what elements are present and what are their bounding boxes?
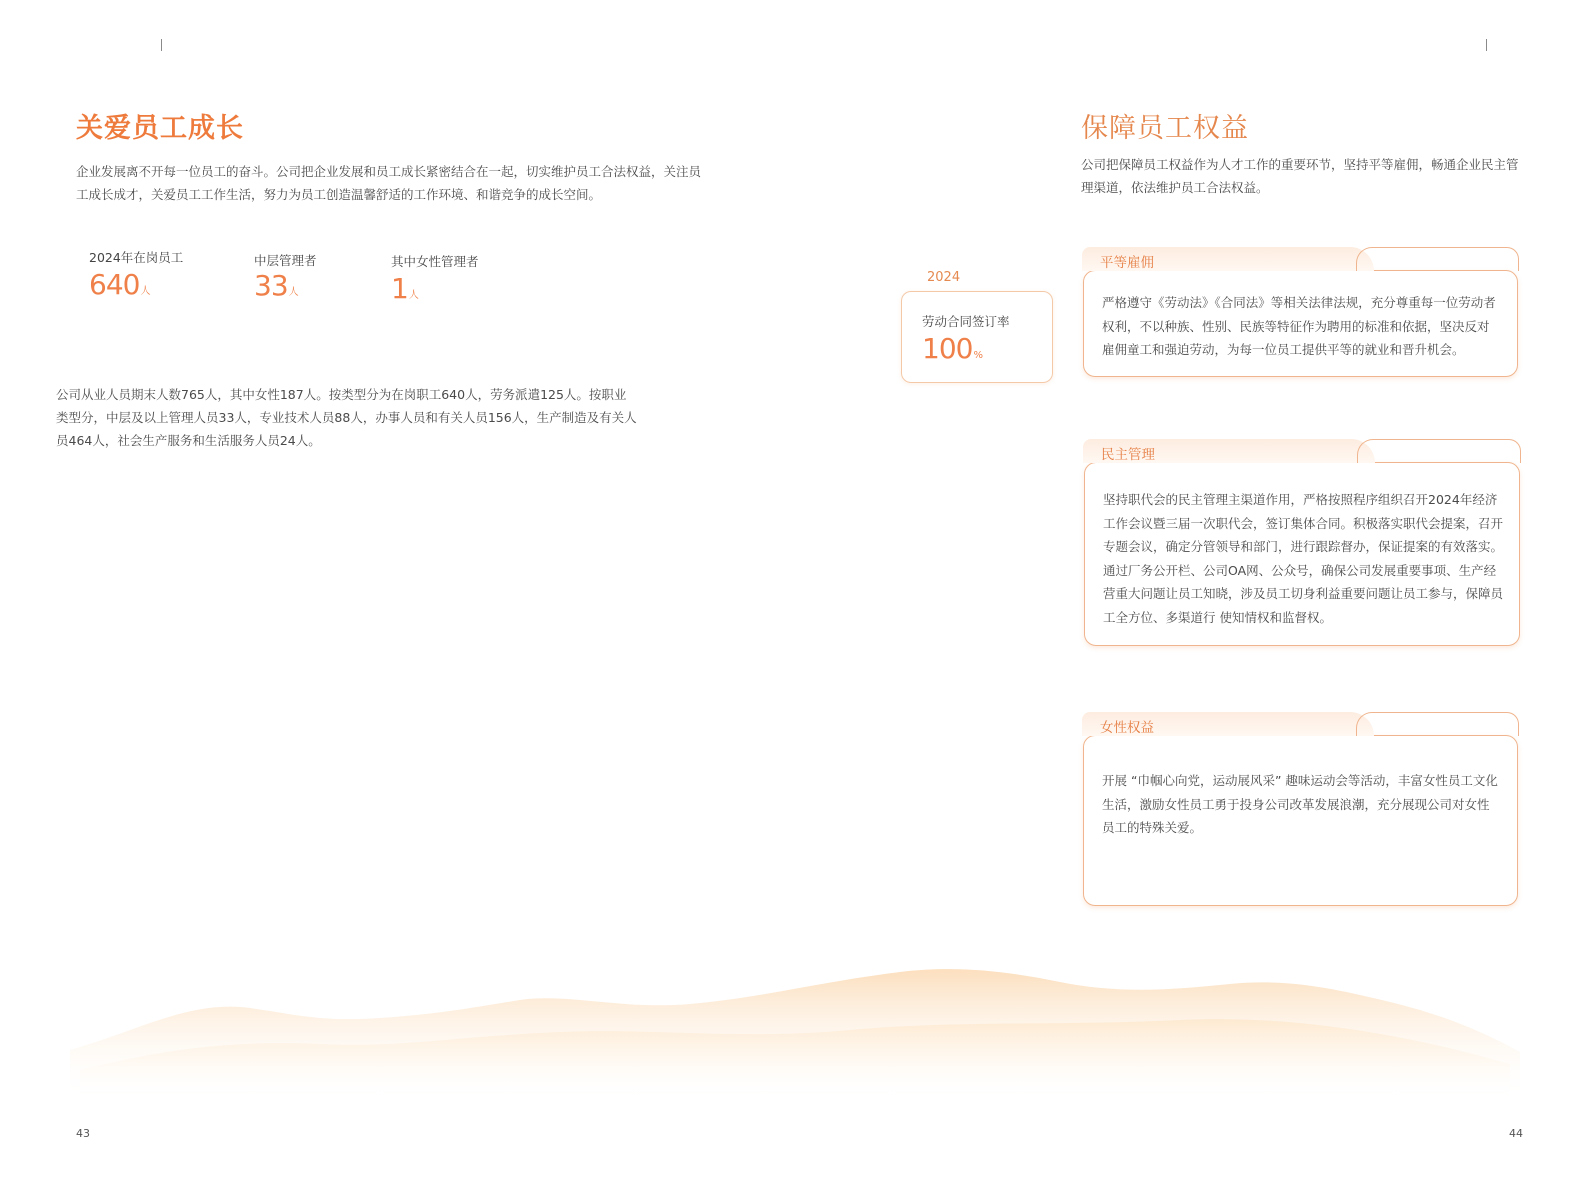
- header-tick-left: [161, 39, 162, 51]
- card-democratic-management-text: 坚持职代会的民主管理主渠道作用，严格按照程序组织召开2024年经济工作会议暨三届一次职代会，签订集体合同。积极落实职代会提案，召开专题会议，确定分管领导和部门，进行跟踪督办，保证提案的有效落实。通过厂务公开栏、公司OA网、公众号，确保公司发展重要事项、生产经营重大问题让员工知晓，涉及员工切身利益重要问题让员工参与，保障员工全方位、多渠道行 使知情权和监督权。: [1103, 492, 1504, 625]
- stat-female-managers-unit: 人: [408, 290, 419, 301]
- left-page-title: 关爱员工成长: [76, 113, 244, 144]
- contract-value-wrap: [922, 332, 983, 365]
- card-equal-employment-title: 平等雇佣: [1100, 255, 1154, 271]
- right-page-title: 保障员工权益: [1081, 113, 1249, 144]
- stat-employees-value: 640: [89, 268, 140, 301]
- stat-middle-managers-label: 中层管理者: [254, 253, 317, 268]
- stat-middle-managers: [254, 251, 317, 302]
- stat-female-managers: [391, 252, 479, 305]
- left-page-body: 公司从业人员期末人数765人，其中女性187人。按类型分为在岗职工640人，劳务派遣125人。按职业类型分，中层及以上管理人员33人，专业技术人员88人，办事人员和有关人员156人，生产制造及有关人员464人，社会生产服务和生活服务人员24人。: [56, 387, 637, 448]
- stat-employees: [89, 248, 183, 301]
- card-democratic-management-tab: [1083, 439, 1375, 463]
- card-equal-employment-text: 严格遵守《劳动法》《合同法》等相关法律法规，充分尊重每一位劳动者权利，不以种族、性别、民族等特征作为聘用的标准和依据，坚决反对雇佣童工和强迫劳动，为每一位员工提供平等的就业和晋升机会。: [1102, 295, 1496, 357]
- card-democratic-management: [1084, 447, 1520, 646]
- stat-employees-unit: 人: [140, 286, 151, 297]
- mountain-decoration: [0, 960, 1588, 1100]
- stat-female-managers-label: 其中女性管理者: [391, 254, 479, 269]
- card-women-rights-title: 女性权益: [1100, 720, 1154, 736]
- left-page-intro: 企业发展离不开每一位员工的奋斗。公司把企业发展和员工成长紧密结合在一起，切实维护员工合法权益，关注员工成长成才，关爱员工工作生活，努力为员工创造温馨舒适的工作环境、和谐竞争的成长空间。: [76, 164, 702, 202]
- contract-label: 劳动合同签订率: [922, 314, 1010, 329]
- contract-year: 2024: [927, 270, 961, 285]
- stat-employees-label: 2024年在岗员工: [89, 250, 184, 265]
- stat-middle-managers-value: 33: [254, 269, 288, 302]
- card-women-rights-text: 开展 “巾帼心向党，运动展风采” 趣味运动会等活动，丰富女性员工文化生活，激励女性员工勇于投身公司改革发展浪潮，充分展现公司对女性员工的特殊关爱。: [1102, 773, 1498, 835]
- page-number-left: 43: [76, 1127, 90, 1140]
- card-women-rights-tab: [1082, 712, 1374, 736]
- contract-rate-box: [901, 291, 1053, 383]
- right-page-intro: 公司把保障员工权益作为人才工作的重要环节，坚持平等雇佣，畅通企业民主管理渠道，依法维护员工合法权益。: [1081, 157, 1519, 195]
- contract-unit: %: [973, 350, 983, 361]
- card-equal-employment: [1083, 255, 1518, 377]
- card-equal-employment-tab: [1082, 247, 1374, 271]
- stat-female-managers-value: 1: [391, 272, 408, 305]
- card-democratic-management-title: 民主管理: [1101, 447, 1155, 463]
- card-women-rights: [1083, 720, 1518, 906]
- contract-value: 100: [922, 332, 973, 365]
- page-number-right: 44: [1509, 1127, 1523, 1140]
- header-tick-right: [1486, 39, 1487, 51]
- stat-middle-managers-unit: 人: [288, 287, 299, 298]
